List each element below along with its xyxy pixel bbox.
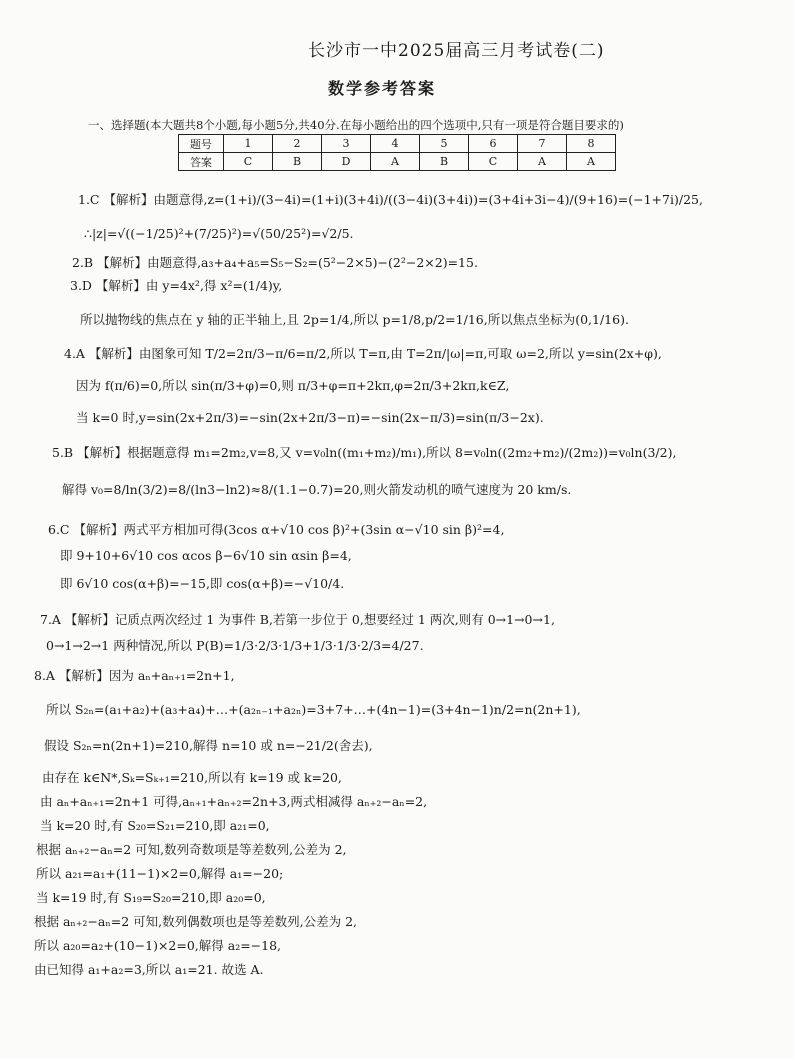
answer-title: 数学参考答案: [328, 79, 437, 98]
solution-line: 0→1→2→1 两种情况,所以 P(B)=1/3·2/3·1/3+1/3·1/3·2/3=4/27.: [46, 638, 424, 653]
question-number: 8: [567, 135, 616, 153]
answer-cell: A: [567, 153, 616, 171]
solution-line: 8.A 【解析】因为 aₙ+aₙ₊₁=2n+1,: [34, 668, 235, 683]
answer-cell: C: [469, 153, 518, 171]
solution-line: 根据 aₙ₊₂−aₙ=2 可知,数列奇数项是等差数列,公差为 2,: [36, 842, 347, 857]
question-number: 2: [273, 135, 322, 153]
answer-cell: B: [273, 153, 322, 171]
answer-cell: D: [322, 153, 371, 171]
answer-cell: B: [420, 153, 469, 171]
solution-line: 1.C 【解析】由题意得,z=(1+i)/(3−4i)=(1+i)(3+4i)/((3−4i)(3+4i))=(3+4i+3i−4)/(9+16)=(−1+7i)/25,: [78, 192, 703, 207]
solution-line: 由 aₙ+aₙ₊₁=2n+1 可得,aₙ₊₁+aₙ₊₂=2n+3,两式相减得 aₙ₊₂−aₙ=2,: [40, 794, 428, 809]
answer-table-answer-row: [179, 153, 616, 171]
answer-table: [178, 134, 616, 171]
solution-line: 5.B 【解析】根据题意得 m₁=2m₂,v=8,又 v=v₀ln((m₁+m₂)/m₁),所以 8=v₀ln((2m₂+m₂)/(2m₂))=v₀ln(3/2),: [52, 445, 677, 460]
solution-line: 由存在 k∈N*,Sₖ=Sₖ₊₁=210,所以有 k=19 或 k=20,: [42, 770, 342, 785]
solution-line: 当 k=20 时,有 S₂₀=S₂₁=210,即 a₂₁=0,: [40, 818, 270, 833]
question-number: 7: [518, 135, 567, 153]
solution-line: 即 9+10+6√10 cos αcos β−6√10 sin αsin β=4,: [60, 548, 352, 563]
solution-line: 当 k=19 时,有 S₁₉=S₂₀=210,即 a₂₀=0,: [36, 890, 266, 905]
solution-line: 所以 a₂₁=a₁+(11−1)×2=0,解得 a₁=−20;: [36, 866, 284, 881]
multiple-choice-instruction: 一、选择题(本大题共8个小题,每小题5分,共40分.在每小题给出的四个选项中,只有一项是符合题目要求的): [88, 118, 624, 132]
solution-line: 7.A 【解析】记质点两次经过 1 为事件 B,若第一步位于 0,想要经过 1 两次,则有 0→1→0→1,: [40, 612, 555, 627]
solution-line: 3.D 【解析】由 y=4x²,得 x²=(1/4)y,: [70, 278, 283, 293]
question-number: 1: [224, 135, 273, 153]
answer-table-number-row: [179, 135, 616, 153]
solution-line: 因为 f(π/6)=0,所以 sin(π/3+φ)=0,则 π/3+φ=π+2kπ,φ=2π/3+2kπ,k∈Z,: [76, 378, 510, 393]
solution-line: 所以抛物线的焦点在 y 轴的正半轴上,且 2p=1/4,所以 p=1/8,p/2=1/16,所以焦点坐标为(0,1/16).: [80, 312, 629, 327]
row-label-question: 题号: [179, 135, 224, 153]
solution-line: 由已知得 a₁+a₂=3,所以 a₁=21. 故选 A.: [34, 962, 264, 977]
answer-cell: C: [224, 153, 273, 171]
page-header-title: 长沙市一中2025届高三月考试卷(二): [308, 41, 605, 61]
solution-line: ∴|z|=√((−1/25)²+(7/25)²)=√(50/25²)=√2/5.: [84, 226, 354, 241]
solution-line: 当 k=0 时,y=sin(2x+2π/3)=−sin(2x+2π/3−π)=−sin(2x−π/3)=sin(π/3−2x).: [76, 410, 544, 425]
solution-line: 所以 S₂ₙ=(a₁+a₂)+(a₃+a₄)+…+(a₂ₙ₋₁+a₂ₙ)=3+7+…+(4n−1)=(3+4n−1)n/2=n(2n+1),: [46, 702, 581, 717]
solution-line: 6.C 【解析】两式平方相加可得(3cos α+√10 cos β)²+(3sin α−√10 sin β)²=4,: [48, 522, 505, 537]
solution-line: 解得 v₀=8/ln(3/2)=8/(ln3−ln2)≈8/(1.1−0.7)=20,则火箭发动机的喷气速度为 20 km/s.: [62, 482, 572, 497]
solution-line: 所以 a₂₀=a₂+(10−1)×2=0,解得 a₂=−18,: [34, 938, 282, 953]
solution-line: 4.A 【解析】由图象可知 T/2=2π/3−π/6=π/2,所以 T=π,由 T=2π/|ω|=π,可取 ω=2,所以 y=sin(2x+φ),: [64, 346, 662, 361]
answer-cell: A: [518, 153, 567, 171]
solution-line: 根据 aₙ₊₂−aₙ=2 可知,数列偶数项也是等差数列,公差为 2,: [34, 914, 358, 929]
solution-line: 假设 S₂ₙ=n(2n+1)=210,解得 n=10 或 n=−21/2(舍去),: [44, 738, 373, 753]
question-number: 3: [322, 135, 371, 153]
answer-cell: A: [371, 153, 420, 171]
question-number: 6: [469, 135, 518, 153]
question-number: 4: [371, 135, 420, 153]
solution-line: 即 6√10 cos(α+β)=−15,即 cos(α+β)=−√10/4.: [60, 576, 345, 591]
row-label-answer: 答案: [179, 153, 224, 171]
question-number: 5: [420, 135, 469, 153]
solution-line: 2.B 【解析】由题意得,a₃+a₄+a₅=S₅−S₂=(5²−2×5)−(2²−2×2)=15.: [72, 255, 478, 270]
